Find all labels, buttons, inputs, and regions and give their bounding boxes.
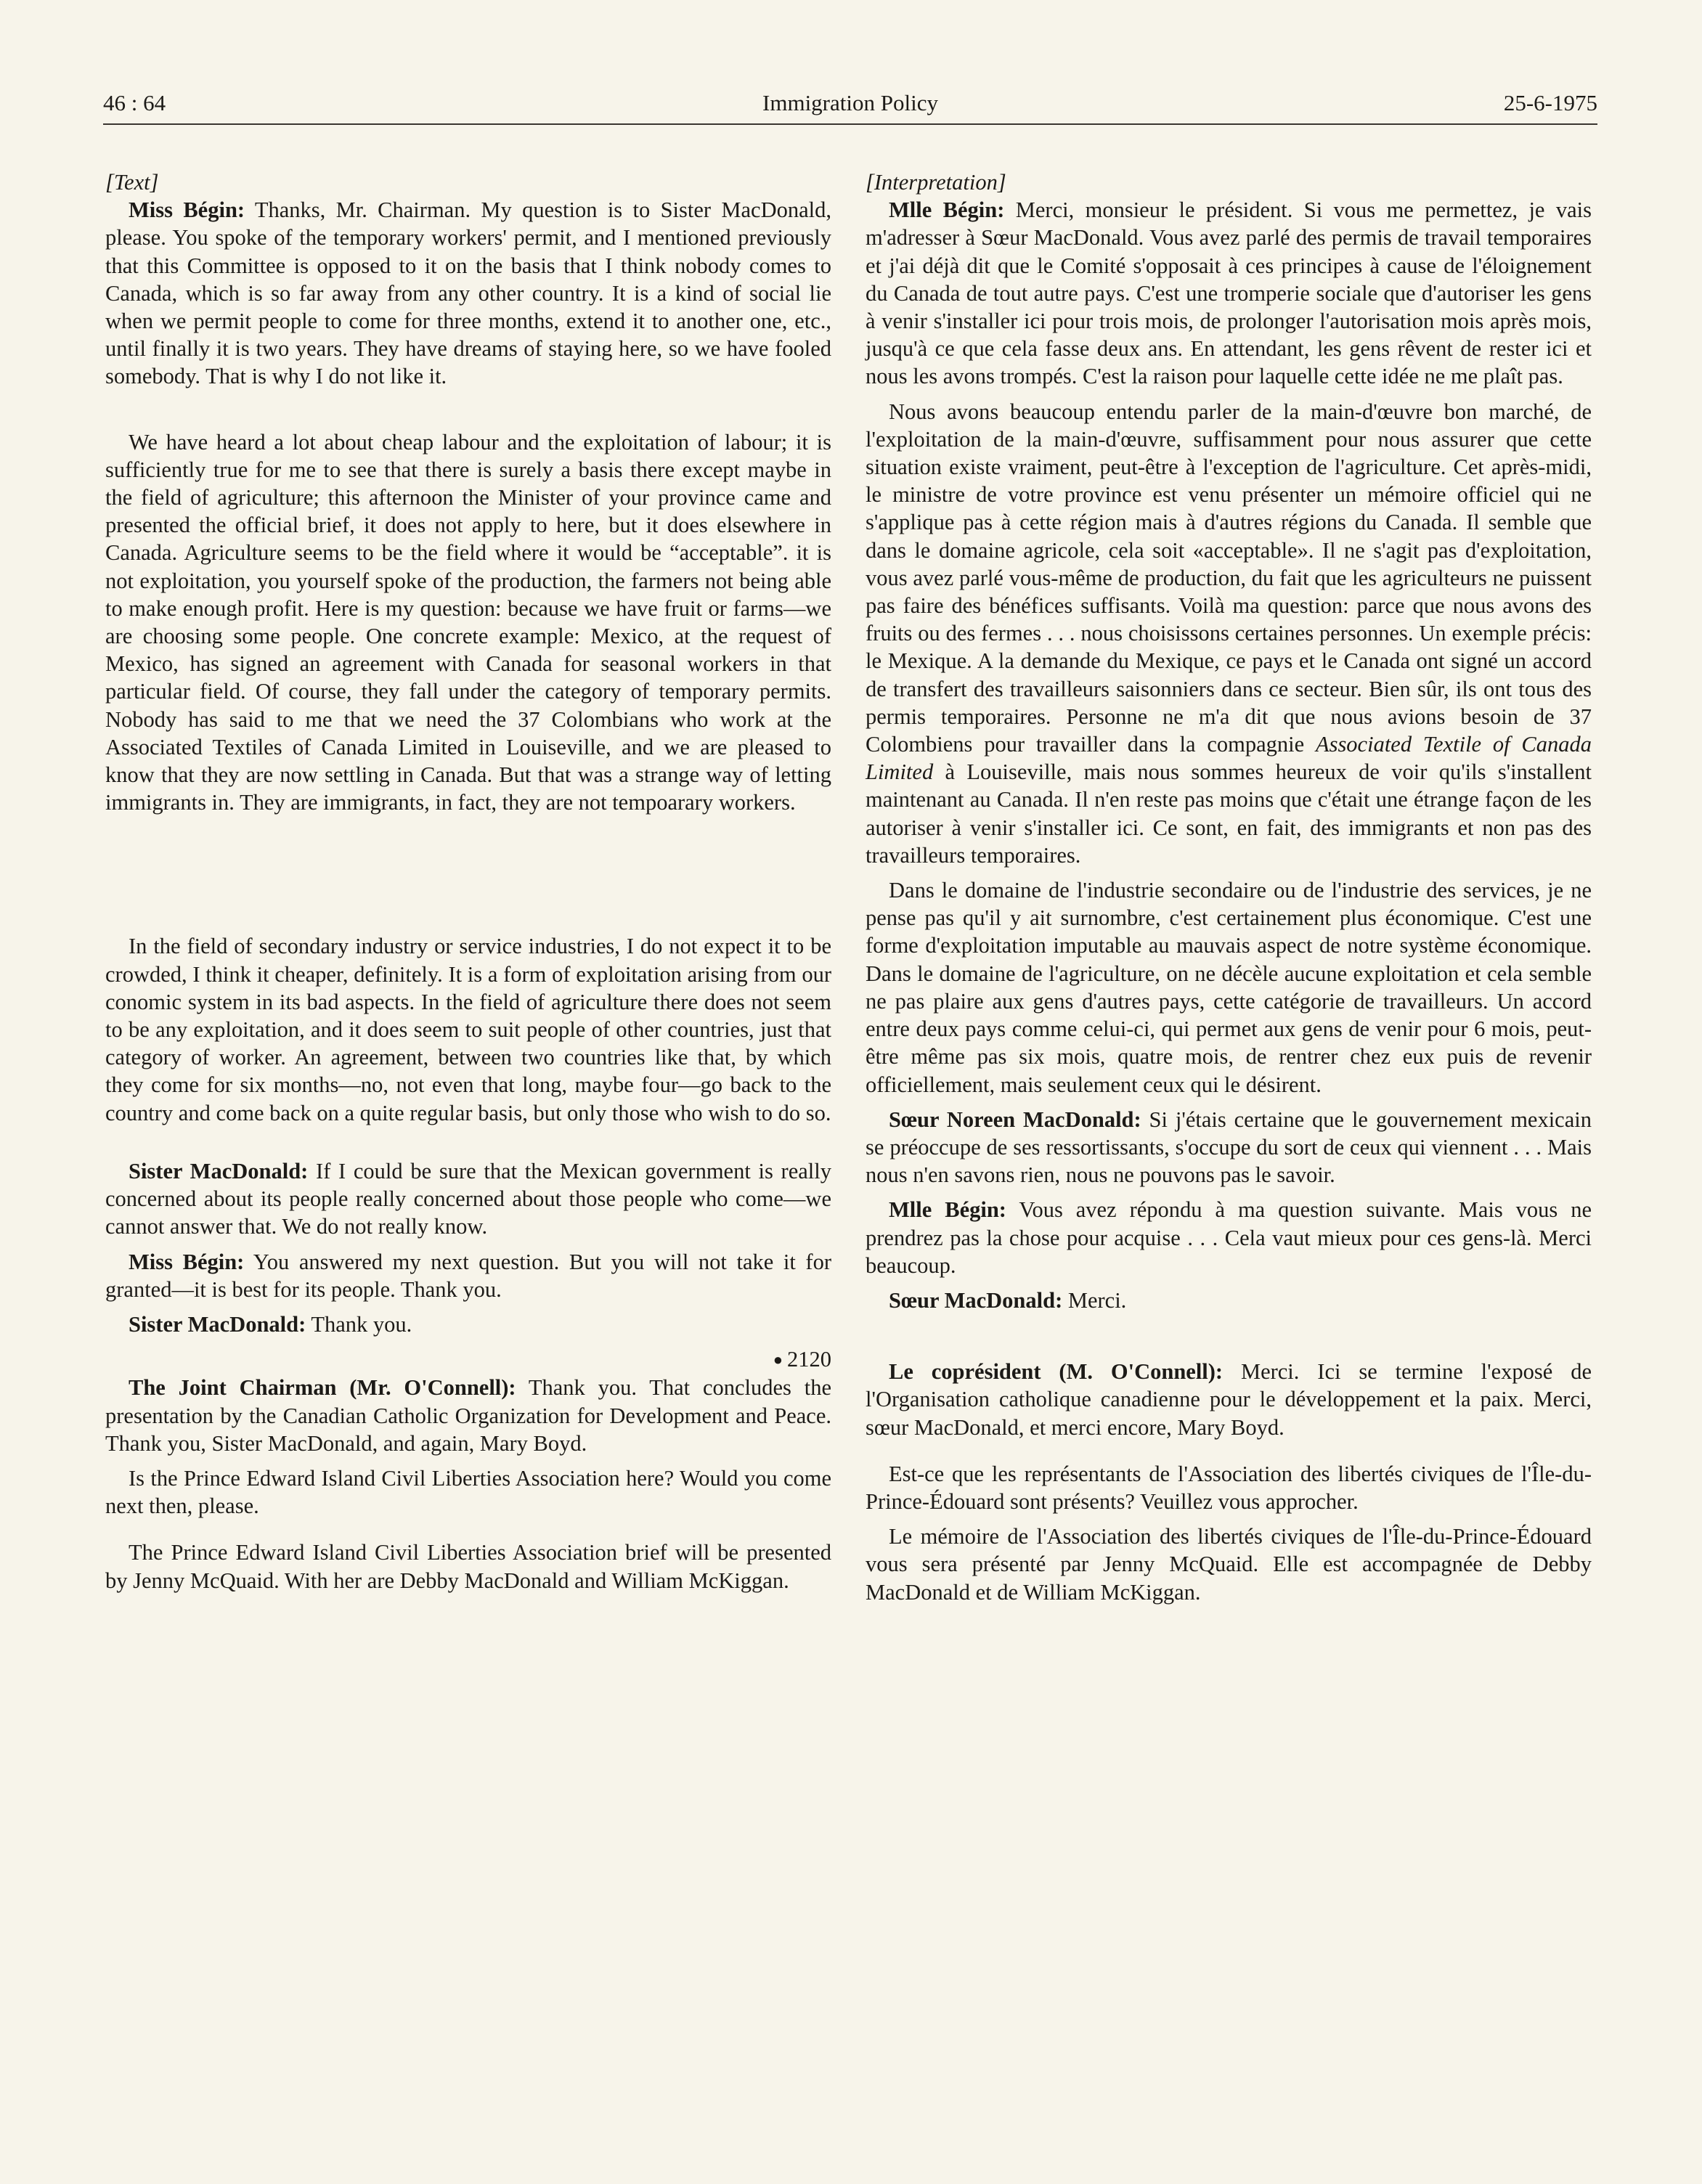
paragraph-text: Si j'étais certaine que le gouvernement mexicain se préoccupe de ses ressortissants, s'occupe du sort de ceux qui viennent . . . Mais nous n'en savons rien, nous ne pouvons pas le savoir. [866, 1107, 1592, 1188]
paragraph [866, 1106, 1592, 1189]
section-marker-text: [Text] [105, 170, 159, 195]
paragraph [105, 1374, 831, 1457]
paragraph-text: Merci. Ici se termine l'exposé de l'Organisation catholique canadienne pour le développement et la paix. Merci, sœur MacDonald, et merci encore, Mary Boyd. [866, 1359, 1592, 1440]
speaker-name: Mlle Bégin: [889, 1197, 1006, 1223]
paragraph-text: If I could be sure that the Mexican government is really concerned about its people really concerned about those people who come—we cannot answer that. We do not really know. [105, 1158, 831, 1239]
paragraph [866, 196, 1592, 390]
paragraph-text: Nous avons beaucoup entendu parler de la main-d'œuvre bon marché, de l'exploitation de la main-d'œuvre, suffisamment pour nous assurer que cette situation existe vraiment, peut-être à l'exception de l'agriculture. Cet après-midi, le ministre de votre province est venu présenter un mémoire officiel qui ne s'applique pas à cette région mais à d'autres régions du Canada. Il semble que dans le domaine agricole, cela soit «acceptable». Il ne s'agit pas d'exploitation, vous avez parlé vous-même de production, du fait que les agriculteurs ne puissent pas faire des bénéfices suffisants. Voilà ma question: parce que nous avons des fruits ou des fermes . . . nous choisissons certaines personnes. Un exemple précis: le Mexique. A la demande du Mexique, ce pays et le Canada ont signé un accord de transfert des travailleurs saisonniers dans ce secteur. Bien sûr, ils ont tous des permis temporaires. Personne ne m'a dit que nous avions besoin de 37 Colombiens pour travailler dans la compagnie [866, 399, 1592, 757]
paragraph-text: Vous avez répondu à ma question suivante. Mais vous ne prendrez pas la chose pour acquise . . . Cela vaut mieux pour ces gens-là. Merci beaucoup. [866, 1197, 1592, 1278]
speaker-name: Le coprésident (M. O'Connell): [889, 1359, 1223, 1385]
paragraph: In the field of secondary industry or service industries, I do not expect it to be crowded, I think it cheaper, definitely. It is a form of exploitation arising from our conomic system in its bad aspects. In the field of agriculture there does not seem to be any exploitation, and it does seem to suit people of other countries, just that category of worker. An agreement, between two countries like that, by which they come for six months—no, not even that long, maybe four—go back to the country and come back on a quite regular basis, but only those who wish to do so. [105, 934, 831, 1125]
speaker-name: Sister MacDonald: [129, 1158, 309, 1183]
section-marker-interpretation: [Interpretation] [866, 170, 1006, 195]
paragraph [105, 1157, 831, 1241]
paragraph [105, 1311, 831, 1338]
paragraph [105, 196, 831, 390]
paragraph-text: Thank you. [306, 1311, 412, 1337]
speaker-name: Mlle Bégin: [889, 197, 1005, 223]
paragraph-text: à Louiseville, mais nous sommes heureux de voir qu'ils s'installent maintenant au Canada. Il n'en reste pas moins que c'était une étrange façon de les autoriser à venir s'installer ici. Ce sont, en fait, des immigrants et non pas des travailleurs temporaires. [866, 759, 1592, 868]
paragraph: We have heard a lot about cheap labour and the exploitation of labour; it is sufficiently true for me to see that there is surely a basis there except maybe in the field of agriculture; this afternoon the Minister of your province came and presented the official brief, it does not apply to here, but it does elsewhere in Canada. Agriculture seems to be the field where it would be “acceptable”. it is not exploitation, you yourself spoke of the production, the farmers not being able to make enough profit. Here is my question: because we have fruit or farms—we are choosing some people. One concrete example: Mexico, at the request of Mexico, has signed an agreement with Canada for seasonal workers in that particular field. Of course, they fall under the category of temporary permits. Nobody has said to me that we need the 37 Colombians who work at the Associated Textiles of Canada Limited in Louiseville, and we are pleased to know that they are now settling in Canada. But that was a strange way of letting immigrants in. They are immigrants, in fact, they are not tempoarary workers. [105, 429, 831, 815]
paragraph [866, 398, 1592, 869]
speaker-name: Miss Bégin: [129, 197, 245, 223]
paragraph [105, 1248, 831, 1303]
bullet-icon: ● [773, 1350, 783, 1369]
paragraph-text: You answered my next question. But you will not take it for granted—it is best for its people. Thank you. [105, 1249, 831, 1302]
paragraph: The Prince Edward Island Civil Liberties Association brief will be presented by Jenny McQuaid. With her are Debby MacDonald and William McKiggan. [105, 1540, 831, 1593]
paragraph: Est-ce que les représentants de l'Association des libertés civiques de l'Île-du-Prince-Édouard sont présents? Veuillez vous approcher. [866, 1461, 1592, 1514]
paragraph-text: Merci, monsieur le président. Si vous me permettez, je vais m'adresser à Sœur MacDonald. Vous avez parlé des permis de travail temporaires et j'ai déjà dit que le Comité s'opposait à ces principes à cause de l'éloignement du Canada de tout autre pays. C'est une tromperie sociale que d'autoriser les gens à venir s'installer ici pour trois mois, de prolonger l'autorisation mois après mois, jusqu'à ce que cela fasse deux ans. En attendant, les gens rêvent de rester ici et nous les avons trompés. C'est la raison pour laquelle cette idée ne me plaît pas. [866, 197, 1592, 389]
paragraph-text: Merci. [1062, 1287, 1127, 1313]
paragraph-text: Thanks, Mr. Chairman. My question is to Sister MacDonald, please. You spoke of the temporary workers' permit, and I mentioned previously that this Committee is opposed to it on the basis that I think nobody comes to Canada, which is so far away from any other country. It is a kind of social lie when we permit people to come for three months, extend it to another one, etc., until finally it is two years. They have dreams of staying here, so we have fooled somebody. That is why I do not like it. [105, 197, 831, 389]
page-header [103, 83, 1597, 125]
french-column [866, 168, 1592, 1606]
timestamp [105, 1345, 831, 1374]
company-name: Associated Textile of Canada Limited [866, 732, 1592, 785]
paragraph [866, 1196, 1592, 1279]
speaker-name: Sœur Noreen MacDonald: [889, 1107, 1141, 1132]
speaker-name: Sœur MacDonald: [889, 1287, 1063, 1313]
paragraph-text: Thank you. That concludes the presentation by the Canadian Catholic Organization for Development and Peace. Thank you, Sister MacDonald, and again, Mary Boyd. [105, 1375, 831, 1456]
speaker-name: The Joint Chairman (Mr. O'Connell): [129, 1375, 516, 1401]
paragraph: Dans le domaine de l'industrie secondaire ou de l'industrie des services, je ne pense pas qu'il y ait surnombre, c'est certainement plus économique. C'est une forme d'exploitation imputable au mauvais aspect de notre système économique. Dans le domaine de l'agriculture, on ne décèle aucune exploitation et cela semble ne pas plaire aux gens d'autres pays, cette catégorie de travailleurs. Un accord entre deux pays comme celui-ci, qui permet aux gens de venir pour 6 mois, peut-être même pas six mois, quatre mois, de rentrer chez eux puis de revenir officiellement, mais seulement ceux qui le désirent. [866, 878, 1592, 1097]
paragraph [866, 1287, 1592, 1314]
paragraph: Is the Prince Edward Island Civil Liberties Association here? Would you come next then, please. [105, 1465, 831, 1519]
speaker-name: Miss Bégin: [129, 1249, 245, 1274]
running-title: Immigration Policy [762, 90, 938, 115]
speaker-name: Sister MacDonald: [129, 1311, 306, 1337]
page-number: 46 : 64 [103, 90, 166, 115]
paragraph [866, 1358, 1592, 1441]
page-date: 25-6-1975 [1503, 90, 1597, 115]
paragraph: Le mémoire de l'Association des libertés civiques de l'Île-du-Prince-Édouard vous sera présenté par Jenny McQuaid. Elle est accompagnée de Debby MacDonald et de William McKiggan. [866, 1524, 1592, 1605]
english-column [105, 168, 831, 1594]
timestamp-value: 2120 [787, 1347, 831, 1372]
